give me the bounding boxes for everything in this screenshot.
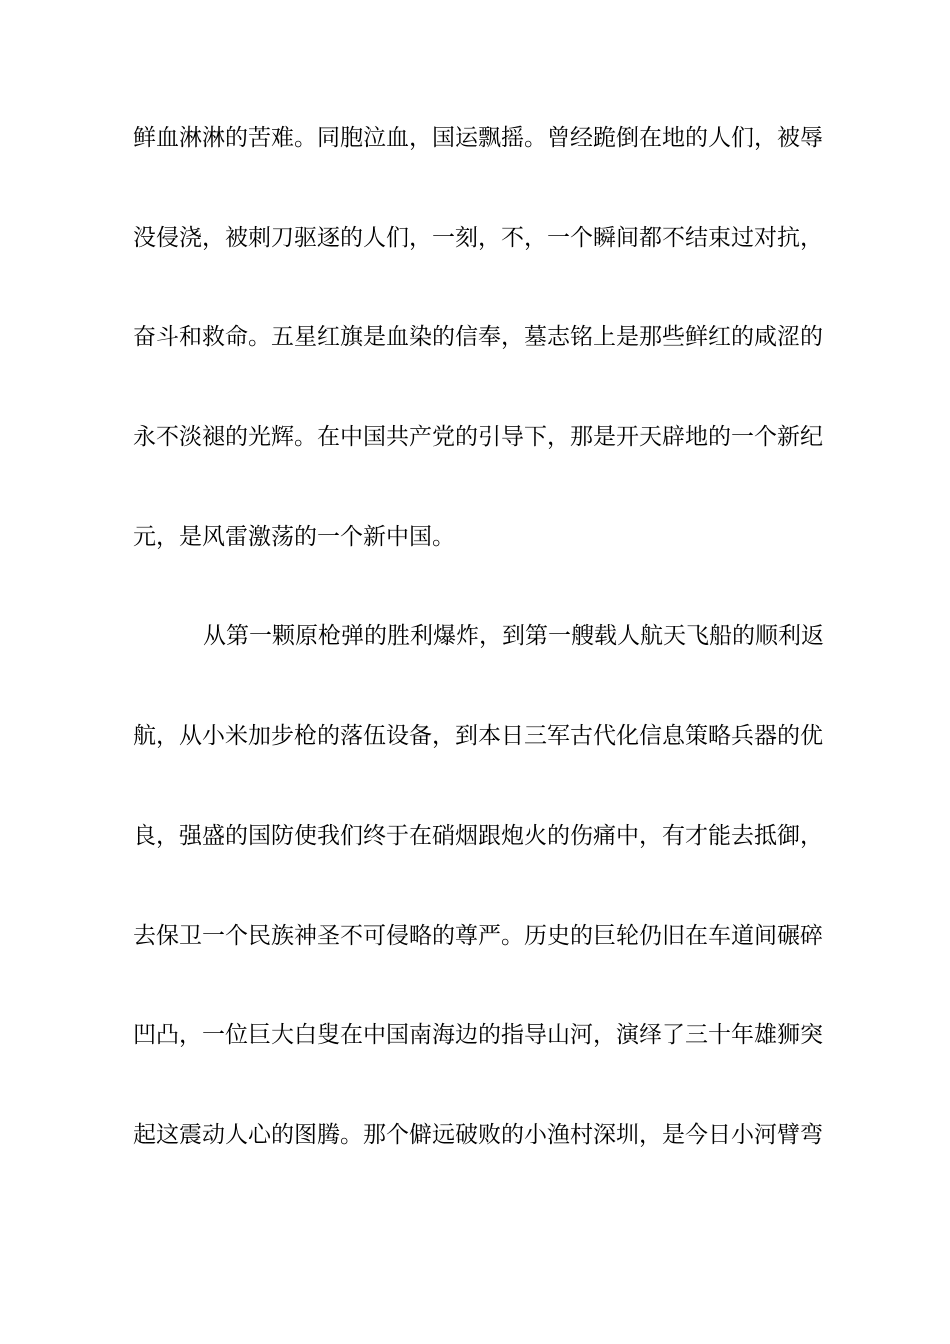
text-line: 航，从小米加步枪的落伍设备，到本日三军古代化信息策略兵器的优	[133, 723, 823, 750]
text-line: 永不淡褪的光辉。在中国共产党的引导下，那是开天辟地的一个新纪	[133, 424, 823, 451]
text-line: 鲜血淋淋的苦难。同胞泣血，国运飘摇。曾经跪倒在地的人们，被辱	[133, 125, 823, 151]
text-line: 从第一颗原枪弹的胜利爆炸，到第一艘载人航天飞船的顺利返	[203, 623, 824, 650]
text-line: 去保卫一个民族神圣不可侵略的尊严。历史的巨轮仍旧在车道间碾碎	[133, 922, 823, 949]
text-line: 良，强盛的国防使我们终于在硝烟跟炮火的伤痛中，有才能去抵御，	[133, 822, 823, 849]
text-line: 奋斗和救命。五星红旗是血染的信奉，墓志铭上是那些鲜红的咸涩的	[133, 324, 823, 351]
body-text	[133, 118, 824, 1215]
text-line: 元，是风雷激荡的一个新中国。	[133, 523, 455, 550]
text-line: 没侵浇，被刺刀驱逐的人们，一刻，不，一个瞬间都不结束过对抗，	[133, 224, 823, 251]
text-line: 凹凸，一位巨大白叟在中国南海边的指导山河，演绎了三十年雄狮突	[133, 1022, 823, 1049]
text-line: 起这震动人心的图腾。那个僻远破败的小渔村深圳，是今日小河臂弯	[133, 1121, 823, 1148]
